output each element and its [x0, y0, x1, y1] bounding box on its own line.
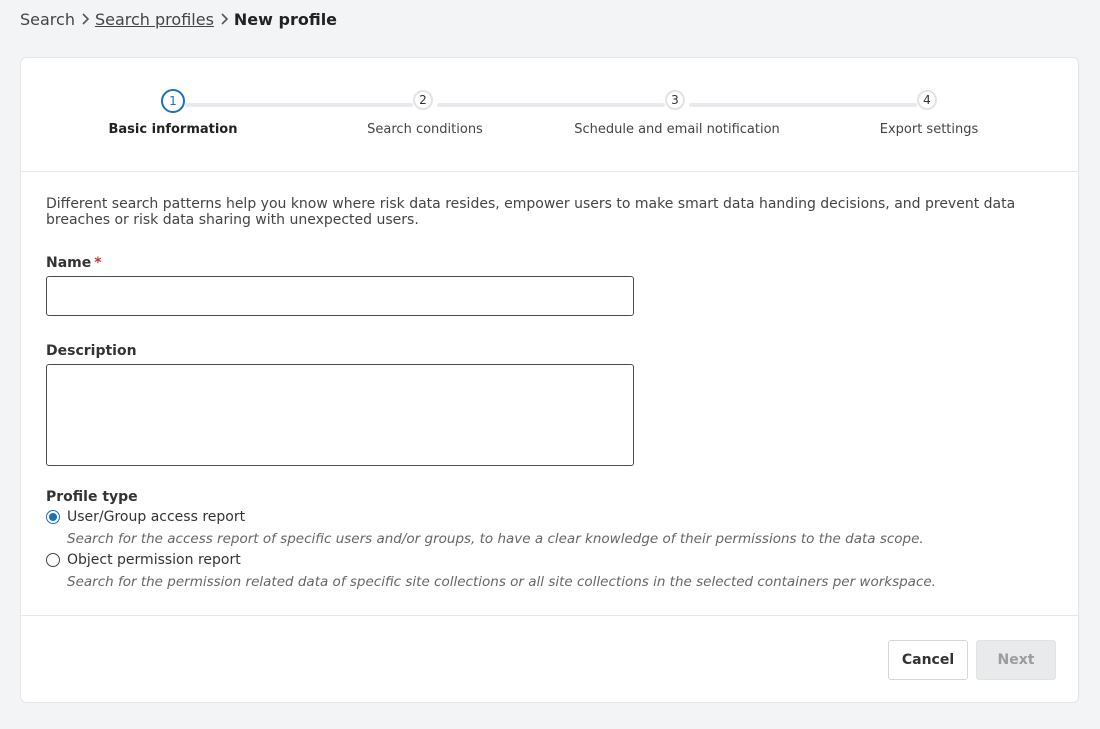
radio-description: Search for the permission related data of specific site collections or all site collections in the selected containers per workspace. [67, 574, 936, 590]
radio-label: User/Group access report [67, 509, 246, 525]
radio-button[interactable] [46, 553, 60, 567]
cancel-button[interactable]: Cancel [888, 640, 968, 680]
radio-user-group-access-report[interactable] [46, 509, 245, 525]
breadcrumb-current: New profile [233, 9, 338, 29]
profile-type-label: Profile type [46, 489, 138, 505]
breadcrumb-search[interactable]: Search [20, 9, 75, 29]
name-label [46, 255, 102, 271]
required-marker: * [94, 255, 102, 271]
step-number: 2 [413, 90, 433, 110]
step-label: Schedule and email notification [574, 122, 780, 137]
radio-label: Object permission report [67, 552, 241, 568]
description-input[interactable] [46, 364, 634, 466]
chevron-right-icon [214, 11, 234, 27]
radio-object-permission-report[interactable] [46, 552, 241, 568]
name-label-text: Name [46, 255, 92, 271]
breadcrumb [20, 8, 337, 30]
stepper [21, 58, 1078, 172]
radio-description: Search for the access report of specific users and/or groups, to have a clear knowledge of their permissions to the data scope. [67, 531, 924, 547]
breadcrumb-search-profiles[interactable]: Search profiles [94, 9, 214, 29]
footer-divider [21, 615, 1078, 616]
step-number: 4 [917, 90, 937, 110]
radio-button-selected[interactable] [46, 510, 60, 524]
next-button[interactable]: Next [976, 640, 1056, 680]
step-label: Export settings [879, 122, 979, 137]
step-number: 3 [665, 90, 685, 110]
description-label: Description [46, 343, 137, 359]
step-connector [689, 103, 917, 107]
step-connector [437, 103, 665, 107]
step-connector [185, 103, 413, 107]
wizard-card [20, 57, 1079, 703]
name-input[interactable] [46, 276, 634, 316]
step-label: Basic information [108, 122, 238, 137]
step-number: 1 [161, 89, 185, 113]
step-label: Search conditions [367, 122, 483, 137]
chevron-right-icon [75, 11, 95, 27]
intro-text: Different search patterns help you know where risk data resides, empower users to make smart data handing decisions, and prevent data breaches or risk data sharing with unexpected users. [46, 196, 1016, 228]
